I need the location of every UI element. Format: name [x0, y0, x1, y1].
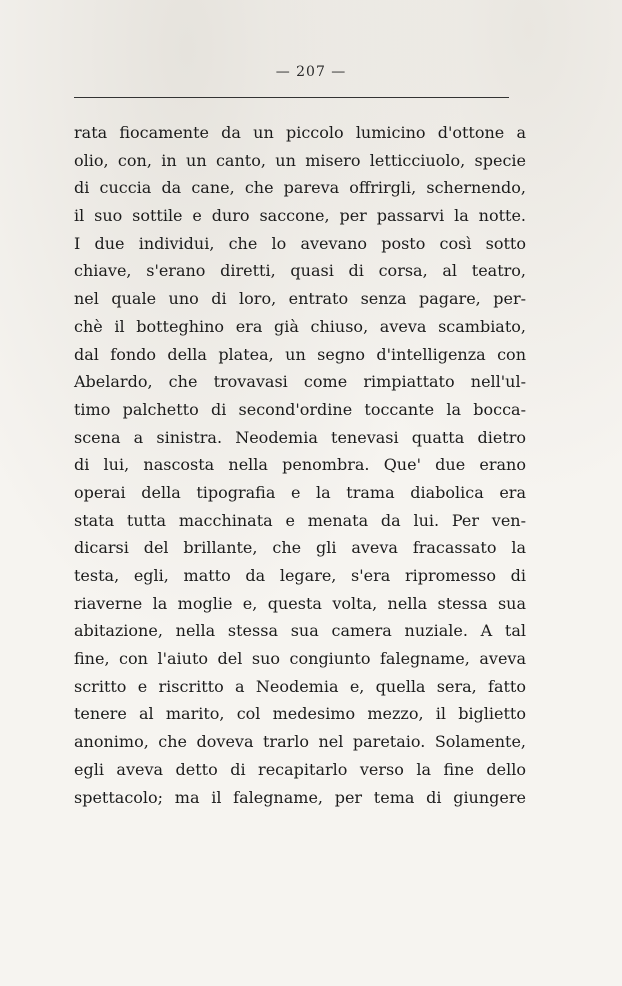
- text-line: chiave, s'erano diretti, quasi di corsa, al teatro,: [74, 261, 526, 281]
- text-line: stata tutta macchinata e menata da lui. Per ven-: [74, 510, 526, 530]
- text-line: testa, egli, matto da legare, s'era ripromesso di: [74, 566, 526, 585]
- text-line: tenere al marito, col medesimo mezzo, il biglietto: [74, 704, 526, 724]
- text-line: nel quale uno di loro, entrato senza pagare, per-: [74, 289, 526, 309]
- text-line: Abelardo, che trovavasi come rimpiattato nell'ul-: [74, 372, 526, 392]
- text-line: dal fondo della platea, un segno d'intelligenza con: [74, 344, 526, 364]
- text-line: spettacolo; ma il falegname, per tema di giungere: [74, 787, 526, 807]
- text-line: anonimo, che doveva trarlo nel paretaio. Solamente,: [74, 732, 526, 752]
- text-line: il suo sottile e duro saccone, per passarvi la notte.: [74, 206, 526, 226]
- text-line: scena a sinistra. Neodemia tenevasi quatta dietro: [74, 427, 526, 447]
- text-line: operai della tipografia e la trama diabolica era: [74, 482, 526, 502]
- text-line: rata fiocamente da un piccolo lumicino d'ottone a: [74, 123, 526, 142]
- text-line: fine, con l'aiuto del suo congiunto falegname, aveva: [74, 649, 526, 669]
- text-line: egli aveva detto di recapitarlo verso la fine dello: [74, 759, 526, 779]
- text-line: scritto e riscritto a Neodemia e, quella sera, fatto: [74, 676, 526, 696]
- text-line: timo palchetto di second'ordine toccante la bocca-: [74, 399, 526, 419]
- text-line: riaverne la moglie e, questa volta, nella stessa sua: [74, 593, 526, 613]
- header-rule: [74, 97, 509, 98]
- text-line: abitazione, nella stessa sua camera nuziale. A tal: [74, 621, 526, 641]
- page-number: — 207 —: [275, 64, 347, 80]
- text-line: di lui, nascosta nella penombra. Que' due erano: [74, 455, 526, 475]
- text-line: di cuccia da cane, che pareva offrirgli, schernendo,: [74, 178, 526, 198]
- body-text: [74, 119, 526, 811]
- text-line: olio, con, in un canto, un misero letticciuolo, specie: [74, 150, 526, 170]
- text-line: I due individui, che lo avevano posto così sotto: [74, 233, 526, 253]
- text-line: chè il botteghino era già chiuso, aveva scambiato,: [74, 316, 526, 336]
- text-line: dicarsi del brillante, che gli aveva fracassato la: [74, 538, 526, 558]
